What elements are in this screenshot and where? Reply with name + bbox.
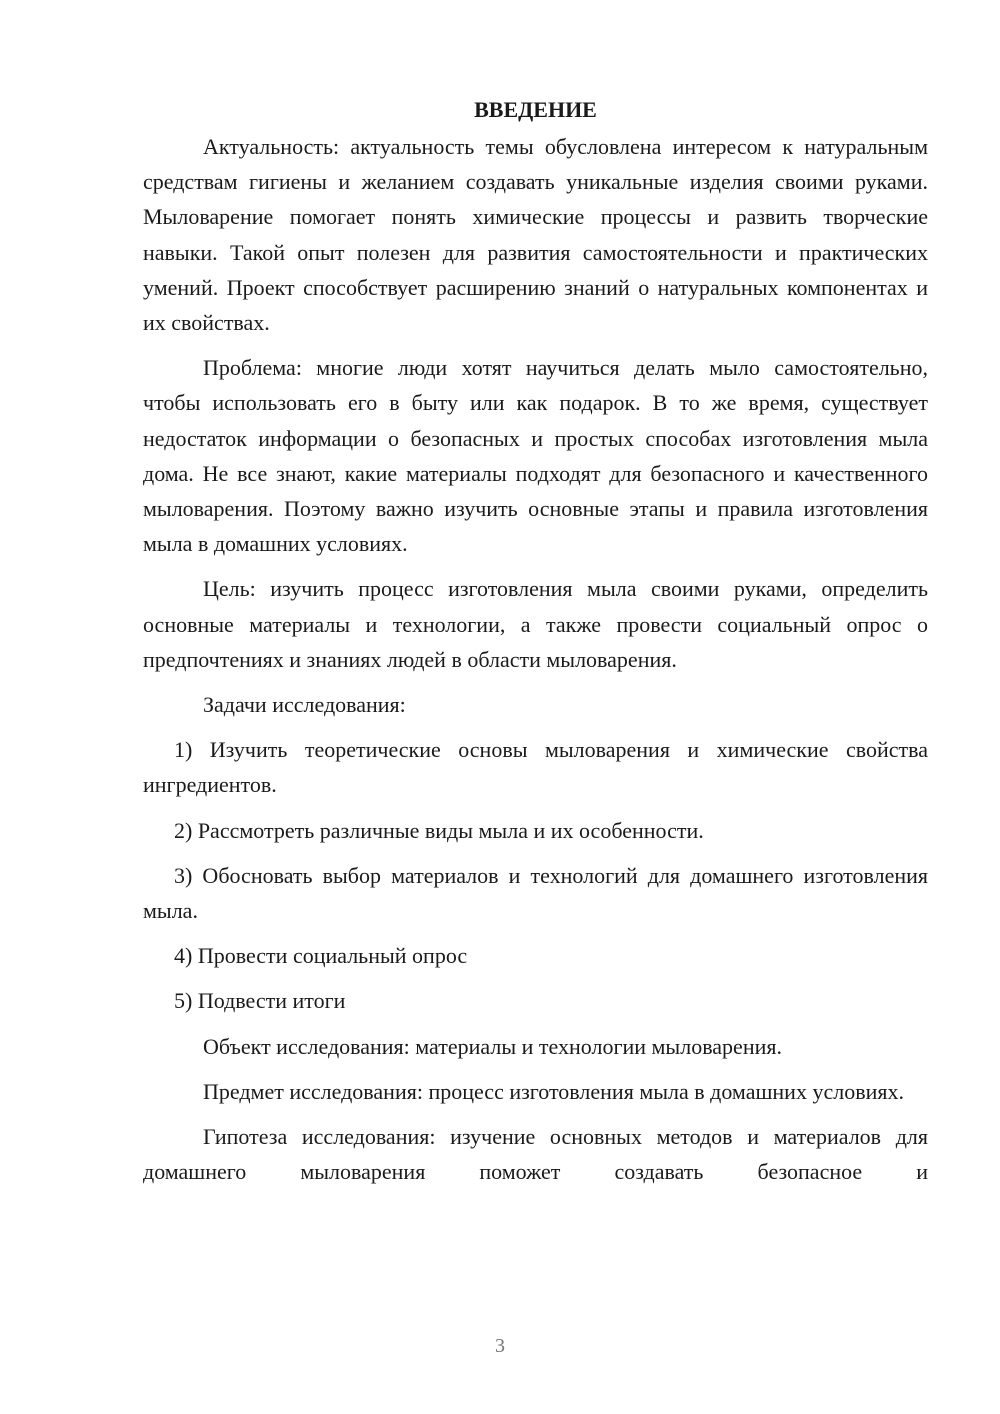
object-paragraph: Объект исследования: материалы и технологии мыловарения.	[203, 1033, 782, 1059]
task-item-3: 3) Обосновать выбор материалов и технологий для домашнего изготовления мыла.	[143, 862, 928, 924]
problem-paragraph: Проблема: многие люди хотят научиться делать мыло самостоятельно, чтобы использовать его в быту или как подарок. В то же время, существует недостаток информации о безопасных и простых способах изготовления мыла дома. Не все знают, какие материалы подходят для безопасного и качественного мыловарения. Поэтому важно изучить основные этапы и правила изготовления мыла в домашних условиях.	[143, 355, 928, 557]
task-item-2: 2) Рассмотреть различные виды мыла и их особенности.	[174, 817, 704, 843]
relevance-paragraph: Актуальность: актуальность темы обусловлена интересом к натуральным средствам гигиены и желанием создавать уникальные изделия своими руками. Мыловарение помогает понять химические процессы и развить творческие навыки. Такой опыт полезен для развития самостоятельности и практических умений. Проект способствует расширению знаний о натуральных компонентах и их свойствах.	[143, 134, 928, 336]
page-number: 3	[495, 1335, 505, 1357]
task-item-4: 4) Провести социальный опрос	[174, 943, 468, 969]
goal-paragraph: Цель: изучить процесс изготовления мыла своими руками, определить основные материалы и технологии, а также провести социальный опрос о предпочтениях и знаниях людей в области мыловарения.	[143, 576, 928, 672]
task-item-5: 5) Подвести итоги	[174, 988, 346, 1014]
task-item-1: 1) Изучить теоретические основы мыловарения и химические свойства ингредиентов.	[143, 737, 928, 798]
document-page	[143, 94, 928, 1199]
tasks-title: Задачи исследования:	[203, 692, 406, 718]
hypothesis-paragraph: Гипотеза исследования: изучение основных методов и материалов для домашнего мыловарения поможет создавать безопасное и	[143, 1124, 928, 1185]
subject-paragraph: Предмет исследования: процесс изготовления мыла в домашних условиях.	[203, 1078, 904, 1104]
section-heading: ВВЕДЕНИЕ	[474, 97, 597, 122]
